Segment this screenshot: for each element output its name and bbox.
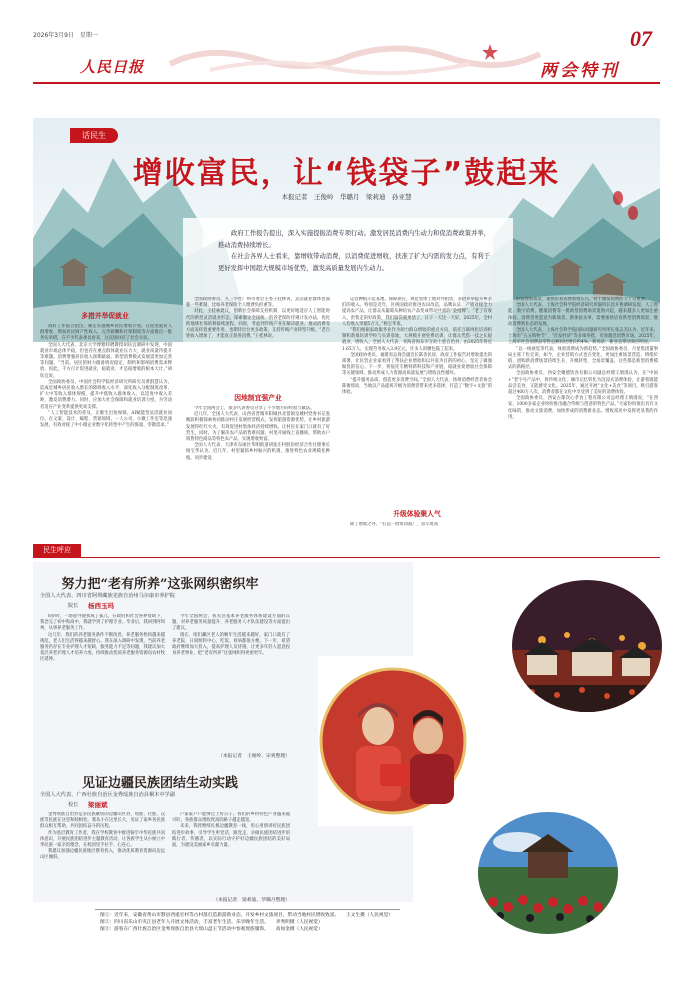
feature-lead [218,228,490,274]
feature-column-2a [186,297,330,389]
section-rule [33,557,660,558]
body-paragraph: 近几年，全国人大代表、山西省晋城市阳城县北留镇皇城村党委书记张晚段积极探索协同推动村庄发展经营模式，发挥旅游资源优势，让乡村旅游发展得红红火火，有效促进村集体经济持续增收。让村民在家门口就有了好营生。同时，为了解决农产品销售难问题，村里开通线上直播间，帮助农户销售特色商品等特色农产品，实现增收致富。 [186,412,330,443]
photo-caption: 图③：游客在广西壮族自治区金秀瑶族自治县大瑶山盘王节活动中参观瑶族服饰。 高如金摄（人民视觉） [100,927,323,932]
body-paragraph: 我建议加强边疆民族地区教育投入，推动优质教育资源向边远山区倾斜。 [40,849,165,861]
photo-captions [100,912,395,933]
body-paragraph: 全国人大代表、上海社会科学院经济研究所副所长沈开艳调研发现，人工智能、数字消费、健康消费等一批新型消费场景蓬勃兴起，越来越多人更加注重体验。消费者更愿意为新场景、新体验买单，需要加快培育新型消费场景，推动消费新业态的发展。 [508,303,658,327]
article-body-left [40,614,165,764]
body-paragraph: 除了增收之外，“打造一批带动面广、显示度高 [350,522,439,527]
column-tag: 话民生 [70,128,118,143]
body-paragraph: 全国政协委员、西安全聚德饮食有限公司副总经理王婧漫认为，在“中国+”老字号产品中，将传统文化、城市记忆转化为沉浸式消费体验，让游客既能品尝美食，又能感受文化。2025年，通过开展“文化+美食”等项目，吸引游客超过400万人次，消费者都在文化中享受到了美好的消费体验。 [508,371,658,396]
body-paragraph: 全国政协委员、中国社会科学院经济研究所研究员黄群慧认为，造成近城乡居民收入增长的障碍收入水平，深化收入分配制度改革，扩大中等收入群体规模，提升中低收入群体收入，以适度中收入差距、激发消费潜力。同时，应加大社会保障和就业培训力度，为劳动者适应产业变革提供更高支撑。 [40,379,172,410]
header-cloud-ornament [150,34,550,80]
page-number: 07 [630,26,652,51]
svg-text:1: 1 [458,676,469,701]
body-paragraph: 未来，我将继续扎根边疆教育一线，用心用情讲好民族团结进步故事，引导学生听党话、跟党走，争做民族团结进步的践行者、传播者，以实际行动守护好边疆民族团结的美好局面，为建设美丽家乡贡献力量。 [172,824,290,849]
article-signoff: （本报记者 王俊岭、宋爽整理） [218,754,290,759]
body-paragraph: 全国人大代表、天津市东丽区华明街道胡张庄村股份经济合作社理事长杨宝华认为，近几年，村里紧抓乡村振兴的机遇，推进特色农业规模化种植，同步建设 [186,443,330,461]
body-paragraph: 这几年，我们的养老服务条件不断改善，养老服务机构越来越规范，老人们生活得越来越舒心。我在深入调研中发现，当前养老服务仍存在专业护理人才短缺、服务能力不足等问题，我建议加大基层养老护理人才培养力度，持续推动优质养老服务资源向农村牧区延伸。 [40,632,165,663]
article-body-left [40,812,165,904]
article-headline: 努力把“老有所养”这张网织密织牢 [61,577,259,592]
subhead-employment: 多措并举促就业 [81,312,129,320]
body-paragraph: 全国人大代表、北京大学博雅特聘教授胡钰宜调研中发现，中国就业市场总体平稳，但也存在重点群体就业压力大、就业质量待提升等难题。消费增强居民收入预期最弱，新型消费模式发展需更加完善等问题。“当前，居民的财力储备情况稳定，制约和影响消费需求释放。因此，千方百计促进就业，稳就业，才是稳增收的根本大计。”胡钰宜说。 [40,342,172,379]
feature-column-4 [508,297,658,536]
lead-paragraph: 在社会各界人士看来，靠增收带动消费，以消费促进增收，扶准了扩大内需的发力点，有利于更好发挥中国超大规模市场优势，激发高质量发展内生动力。 [218,253,490,272]
caption-rule [95,909,400,910]
feature-byline: 本报记者 王俊岭 华璐月 梁莉迪 孙亚慧 [281,193,412,201]
article-body-right [172,614,290,746]
body-paragraph: “提升服务品质，创造更多消费空间。”全国人大代表，扬州消费经营者协会陈俊琦说，当地以产品提质升级为消费者带来更多选择，打造了“数字+文旅”的体验。 [342,377,492,396]
photo-yao-festival-crowd [478,812,618,934]
feature-column-3b [342,522,492,536]
section-title: 两会特刊 [540,61,620,81]
subhead-industry: 因地制宜强产业 [234,394,282,402]
body-paragraph: 今年全国两会，我关注基本养老服务体系建设方面的议题，对养老服务质量提升、养老服务人才队伍建设等方面提出了建议。 [172,614,290,632]
body-paragraph: “人工智能技术的普及，正催生出短视频、AI赋能型灵活就业岗位。在文案、设计、编程、营销领域，一人公司、小微工作室等迅速发展，有效对接了中小微企业数字化转型中产生的海量、零散需求。” [40,410,172,429]
author-role: 院长 [68,603,79,609]
feature-column-2b [186,406,330,536]
body-paragraph: 的消费新场景，加快培育消费新增长点。”对于激发消费活力十分重要。 [516,297,650,302]
author-affiliation: 全国人大代表、广西壮族自治区金秀瑶族自治县桐木中学副 [40,792,175,798]
photo-caption: 图②：四川省乐山市夹江县老年人开展文体活动，丰富老年生活，乐享晚年生活。 李秀明摄（人民视觉） [100,920,323,925]
article-signoff: （本报记者 梁莉迪、华璐月整理） [213,898,290,903]
body-paragraph: “我们根据家政服务业作为助力群众增收的重点方向，依托互联网化培训机制和新推培训学校与实训基地，大规模开展免费培训，让群众凭借一技之长稳就业、增收入。全国人大代表、青海省海东市互助土族自治县，由2025年将近1.65万人，实现劳务收入3.9亿元，许多人的腰包鼓了起来。 [342,328,492,352]
body-paragraph: 作为基层教育工作者，我在学校教育中推进铸牢中华民族共同体意识，开展民族团结进步主题教育活动，让各族学生从小树立中华民族一家亲的理念，在校园里手拉手、心连心。 [40,830,165,849]
body-paragraph: 全国政协委员、西安古都饮心孝食工程有限公司总经理王婧漫说，“在西安，1000多家企业纷纷推出融合传统与创意的特色产品。”大家纷纷推出具有文化味的，推动文旅消费，加快形成的消费新业态。增收富民中发挥更显著的作用。 [508,396,658,420]
lead-paragraph: 政府工作报告提出，深入实施提振消费专项行动。激发居民消费内生动力和促消费政策并举，推动消费持续增长。 [218,230,490,249]
body-paragraph: 户家家户户能够过上好日子。我们的乡村特色产业越来越兴旺，各族群众增收致富的路子越走越宽。 [172,812,290,824]
newspaper-logo: 人民日报 [80,58,145,76]
body-paragraph: 全国政协委员、九三学社广州市委会主委王桂林说，灵活就业群体也面临一些难题，比如养老保险个人缴费负担重等。 [186,297,330,309]
body-paragraph: “以一线视觉等代表，体验消费成为新趋势。”全国政协委员、月星集团董事局主席丁佐宏说，如今，企业营销方式也在变化，更加注重场景营造、情绪价值，团购新消费场景持续生长、升级转型、全场景覆盖，这些都是新型消费模式的新路径。 [508,346,658,371]
body-paragraph: 对此，王桂林建议，创新社会保障支持机制，以更好地适应人工智能时代的新型灵活就业形态，探索制定全国统一的养老保险待遇计发办法，优化跨地域社保转移接续流程。同时，考虑到传统产业在解决就业、推动消费等方面发挥着重要作用，也期待出台更多政策，支持传统产业转型升级。“老百姓收入增加了，才能真正促进消费。”王桂林说。 [186,309,330,340]
feature-headline: 增收富民，让“钱袋子”鼓起来 [132,156,561,191]
author-name: 杨西玉玛 [88,602,114,610]
article-headline: 见证边疆民族团结生动实践 [81,776,238,791]
body-paragraph: 8岁时，一场意外使我成了孤儿，在政府和社会各界资助下，我念完了初中和高中，我就学到了护理专业。毕业后，我回到阿坝州，从事养老服务工作。 [40,614,165,632]
column-tag: 民生呼应 [33,544,81,557]
feature-column-3a [342,297,492,505]
body-paragraph: 金秀瑶族自治县是多民族聚居的边疆山区县，瑶族、壮族、汉族等民族在这里和睦相处。我从小在这里长大，见证了家乡各民族群众相互帮助、共同团结奋斗的历程。 [40,812,165,830]
photo-caption: 图①：近年来，安徽省黄山市黟县西递宏村等古村落打造旅游新业态，开发乡村文旅项目，带动当地村民增收致富。 王文生摄（人民视觉） [100,913,393,918]
article-body-right [172,812,290,892]
body-paragraph: 现在，咱们藏区老人的晚年生活越来越好，家门口就有了养老院、日间照料中心，吃饭、看病都很方便。下一步，希望政府继续加大投入，提高护理人员待遇，让更多年轻人愿意投身养老事业，把“老有所养”这张网织得更密更牢。 [172,632,290,657]
feature-column-1 [40,324,172,536]
body-paragraph: 运营种植示范基地，保障供应，规范集体土地对外租赁，多措并举提升乡亲们的收入。特别是近年，区两国政府推进农田改造，品牌认证，产销对接全力提高农产品，让群众从葡萄从种培农产品变成带动共富的“金招牌”。“老了有收入，贵我走的好政策，我们脑袋就更活了，日子一天比一天好，2025年，全村人均收入突破5万元。”杨宝华说。 [342,297,492,327]
author-role: 校长 [68,802,79,808]
body-paragraph: 全国人大代表、上海社会科学院国际问题研究所所长张志杰认为，近年来，上海市“五五购物节”、“首发经济”等多项举措，有效激活消费市场。2025年，上海市社会消费品零售总额同比增长约4%，新场景、新业态带动效应明显。 [508,328,658,346]
author-name: 梁丽斌 [88,801,108,809]
subhead-experience: 升级体验聚人气 [393,510,441,518]
header-rule [33,82,660,84]
photo-ancient-village-night [512,580,662,712]
body-paragraph: 全国政协委员、福建省总商会副会长陈善民说，政府工作报告对增收提出的部署，让民营企业家看到了帮扶企业增收和以共富为目的的初心，坚定了做强做优的信心。下一步，将依托专精特新科技和产业链，稳就业促增收社会保障等关键领域，推动形成人力资源高质量发展与增收良性循环。 [342,352,492,377]
issue-date: 2026年3月9日 星期一 [33,32,98,39]
photo-elderly-women-celebrating [318,656,503,826]
body-paragraph: 政府工作报告指出，制定实施城乡居民增收计划。在促进就业人群增收、增加居民财产性收入、完善薪酬和社保制度等方面推出一批务实举措，在不少代表委员看来，这直接回应了社会关切。 [40,324,172,342]
author-affiliation: 全国人大代表、四川省阿坝藏族羌族自治州马尔康市养护院 [40,593,175,599]
body-paragraph: 今年全国两会上，很多代表委员分享了不少地方的经验与做法。 [194,406,315,411]
